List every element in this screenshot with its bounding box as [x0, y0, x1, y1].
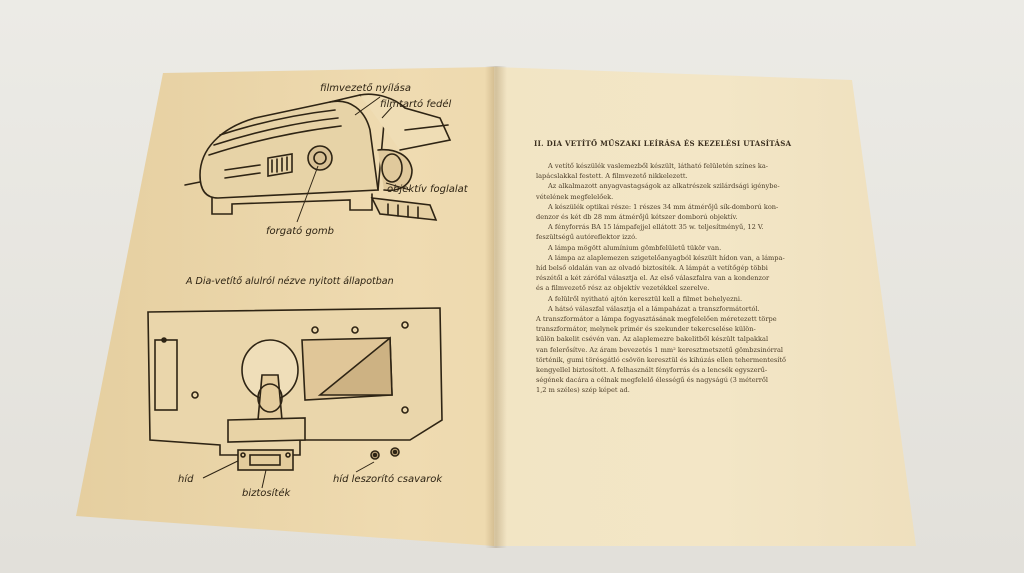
text-line: külön bakelit csévén van. Az alaplemezre bakelitből készült talpakkal — [536, 335, 769, 344]
text-line: ségének dacára a célnak megfelelő élességű és nagyságú (3 méterről — [536, 376, 768, 385]
text-line: részétől a két zárófal választja el. Az első válaszfalra van a kondenzor — [536, 274, 770, 283]
text-line: feszültségű autóreflektor izzó. — [536, 233, 638, 242]
label-film-guide-opening: filmvezető nyílása — [320, 83, 411, 94]
text-line: Az alkalmazott anyagvastagságok az alkatrészek szilárdsági igénybe- — [548, 182, 780, 191]
projector-bottom-view — [148, 308, 442, 470]
label-lens-mount: objektív foglalat — [387, 184, 468, 195]
text-line: A transzformátor a lámpa fogyasztásának megfelelően méretezett törpe — [536, 315, 777, 324]
text-line: A lámpa az alaplemezen szigetelőanyagból készült hídon van, a lámpa- — [548, 253, 785, 262]
text-line: transzformátor, melynek primér és szekunder tekercselése külön- — [536, 325, 756, 334]
text-line: A felülről nyitható ajtón keresztül kell a filmet behelyezni. — [548, 294, 743, 303]
text-line: van felerősítve. Az áram bevezetés 1 mm² keresztmetszetű gömbzsinórral — [536, 345, 784, 354]
label-film-holder-lid: filmtartó fedél — [380, 99, 452, 110]
text-line: és a filmvezető rész az objektív vezetékkel szerelve. — [536, 284, 710, 293]
text-line: A fényforrás BA 15 lámpafejjel ellátott 35 w. teljesítményű, 12 V. — [548, 223, 764, 232]
body-text — [536, 161, 836, 396]
text-line: A hátsó válaszfal választja el a lámpaházat a transzformátortól. — [548, 304, 760, 313]
text-line: 1,2 m széles) szép képet ad. — [536, 386, 630, 395]
text-line: lapácslakkal festett. A filmvezető nikkelezett. — [536, 172, 688, 181]
label-rotary-knob: forgató gomb — [266, 226, 334, 237]
text-line: történik, gumi törésgátló csövön keresztül és kihúzás ellen tehermentesítő — [536, 355, 786, 364]
label-bridge: híd — [178, 474, 194, 485]
section-heading: II. DIA VETÍTŐ MŰSZAKI LEÍRÁSA ÉS KEZELÉSI UTASÍTÁSA — [534, 139, 792, 148]
text-line: A lámpa mögött alumínium gömbfelületű tükör van. — [548, 243, 722, 252]
text-line: A készülék optikai része: 1 részes 34 mm átmérőjű sík-domború kon- — [548, 202, 779, 211]
text-line: híd belső oldalán van az olvadó biztosíték. A lámpát a vetítőgép többi — [536, 264, 768, 273]
text-line: vételének megfelelőek. — [536, 192, 614, 201]
label-bridge-screws: híd leszorító csavarok — [333, 474, 443, 485]
text-line: A vetítő készülék vaslemezből készült, látható felületén színes ka- — [548, 162, 769, 170]
text-line: kengyellel biztosított. A felhasznált fényforrás és a lencsék egyszerű- — [536, 366, 768, 375]
projector-side-view — [185, 94, 450, 220]
text-line: denzor és két db 28 mm átmérőjű kétszer domború objektív. — [536, 213, 738, 222]
label-fuse: biztosíték — [242, 488, 291, 499]
bottom-view-caption: A Dia-vetítő alulról nézve nyitott állapotban — [186, 276, 394, 287]
